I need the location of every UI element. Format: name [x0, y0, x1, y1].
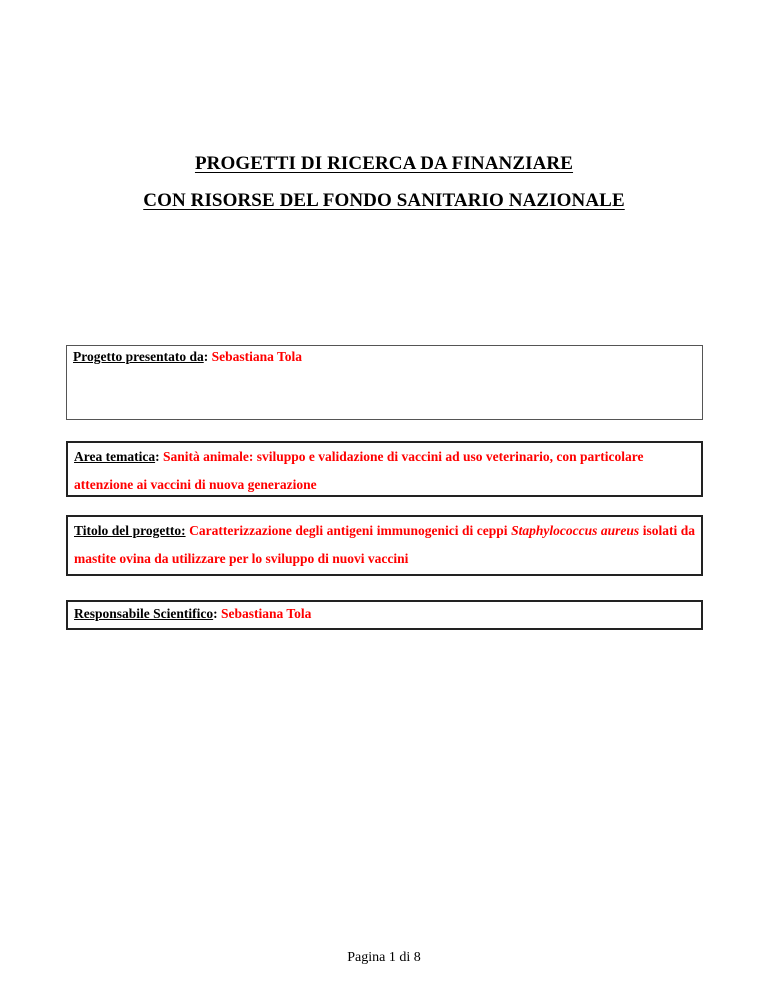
page-number: Pagina 1 di 8 — [347, 950, 421, 965]
titolo-value-part2: isolati da mastite ovina da utilizzare per lo sviluppo di nuovi vaccini — [74, 523, 695, 566]
titolo-value-species: Staphylococcus aureus — [511, 523, 640, 538]
responsabile-label: Responsabile Scientifico — [74, 606, 214, 621]
presentato-value: Sebastiana Tola — [211, 349, 303, 364]
presentato-label: Progetto presentato da — [73, 349, 204, 364]
responsabile-colon: : — [213, 606, 222, 621]
titolo-label: Titolo del progetto: — [74, 523, 186, 538]
document-title-line-1: PROGETTI DI RICERCA DA FINANZIARE — [194, 153, 574, 174]
area-value: Sanità animale: sviluppo e validazione di vaccini ad uso veterinario, con particolare attenzione ai vaccini di nuova generazione — [74, 449, 644, 492]
field-progetto-presentato — [66, 345, 703, 420]
presentato-colon: : — [203, 349, 212, 364]
responsabile-value: Sebastiana Tola — [221, 606, 312, 621]
field-area-tematica — [66, 441, 703, 497]
titolo-value-part1: Caratterizzazione degli antigeni immunogenici di ceppi — [189, 523, 512, 538]
field-titolo-progetto — [66, 515, 703, 576]
document-title-line-2: CON RISORSE DEL FONDO SANITARIO NAZIONALE — [143, 190, 625, 211]
area-colon: : — [155, 449, 163, 464]
field-responsabile-scientifico — [66, 600, 703, 630]
area-label: Area tematica — [74, 449, 156, 464]
